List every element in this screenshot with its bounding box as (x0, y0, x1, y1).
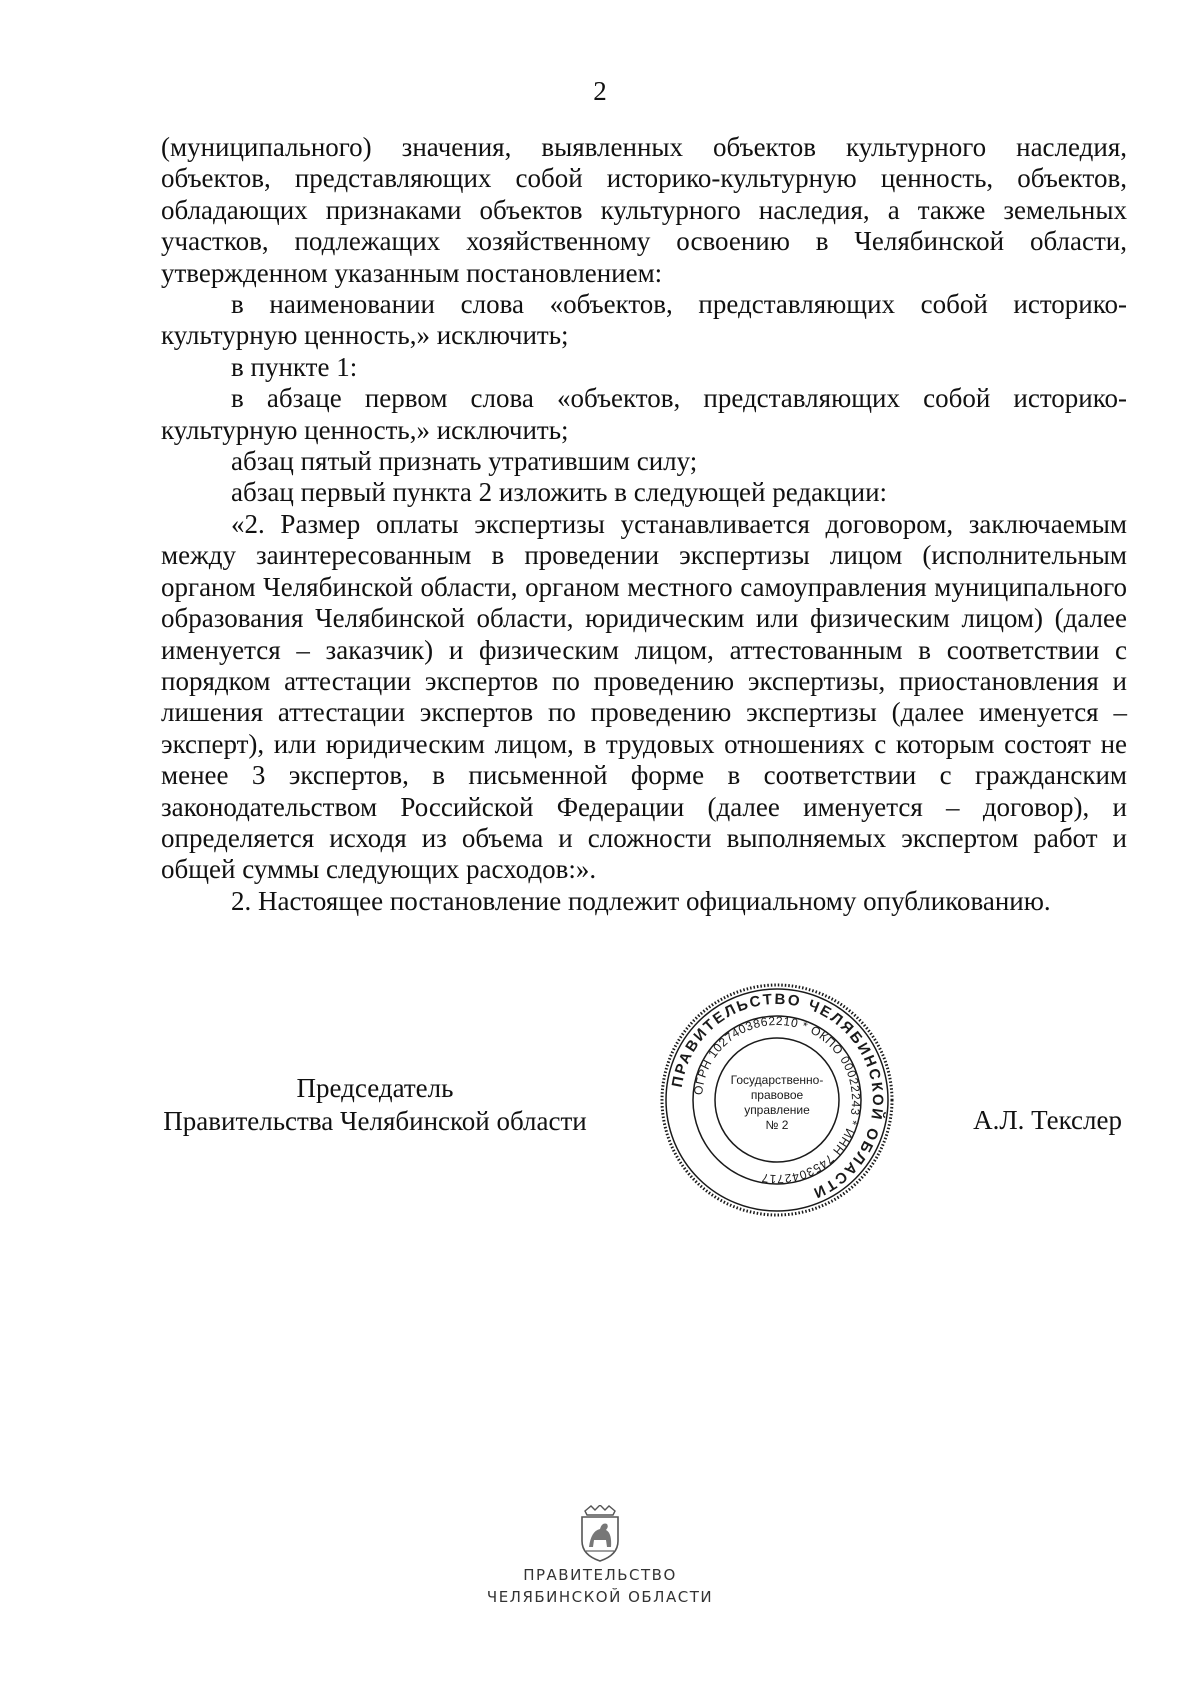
page-number: 2 (593, 76, 607, 106)
paragraph: абзац пятый признать утратившим силу; (231, 446, 698, 477)
paragraph: в наименовании слова «объектов, представляющих собой историко-культурную ценность,» исключить; (161, 289, 1127, 351)
paragraph: 2. Настоящее постановление подлежит официальному опубликованию. (231, 885, 1051, 916)
signature-title (140, 1072, 610, 1138)
paragraph: в абзаце первом слова «объектов, представляющих собой историко-культурную ценность,» исключить; (161, 383, 1127, 445)
paragraph: абзац первый пункта 2 изложить в следующей редакции: (231, 477, 888, 508)
seal-inner-text: ОГРН 1027403862210 * ОКПО 00022243 * ИНН 7453042717 (691, 1013, 864, 1187)
seal-center-line1: Государственно- (730, 1073, 824, 1087)
footer-line2: ЧЕЛЯБИНСКОЙ ОБЛАСТИ (486, 1588, 714, 1606)
seal-outer-text: ПРАВИТЕЛЬСТВО ЧЕЛЯБИНСКОЙ ОБЛАСТИ (668, 990, 887, 1202)
seal-center-line4: № 2 (765, 1118, 789, 1132)
footer-line1: ПРАВИТЕЛЬСТВО (523, 1566, 677, 1584)
signer-name: А.Л. Текслер (973, 1105, 1122, 1135)
seal-center-line3: управление (744, 1103, 810, 1117)
seal-graphic (658, 981, 896, 1219)
seal-center-line2: правовое (750, 1088, 804, 1102)
coat-of-arms-icon (578, 1505, 622, 1563)
paragraph: (муниципального) значения, выявленных объектов культурного наследия, объектов, представляющих собой историко-культурную ценность, объектов, обладающих признаками объектов культурного наследия, а также земельных участков, подлежащих хозяйственному освоению в Челябинской области, утвержденном указанным постановлением: (161, 132, 1127, 288)
signature-title-line2: Правительства Челябинской области (163, 1106, 587, 1136)
paragraph: в пункте 1: (231, 351, 358, 382)
body-text (161, 132, 1127, 917)
official-seal (658, 981, 896, 1219)
paragraph: «2. Размер оплаты экспертизы устанавливается договором, заключаемым между заинтересованным в проведении экспертизы лицом (исполнительным органом Челябинской области, органом местного самоуправления муниципального образования Челябинской области, юридическим или физическим лицом) (далее именуется – заказчик) и физическим лицом, аттестованным в соответствии с порядком аттестации экспертов по проведению экспертизы, приостановления и лишения аттестации экспертов по проведению экспертизы (далее именуется – эксперт), или юридическим лицом, в трудовых отношениях с которым состоят не менее 3 экспертов, в письменной форме в соответствии с гражданским законодательством Российской Федерации (далее именуется – договор), и определяется исходя из объема и сложности выполняемых экспертом работ и общей суммы следующих расходов:». (161, 508, 1127, 885)
signature-title-line1: Председатель (296, 1073, 454, 1103)
